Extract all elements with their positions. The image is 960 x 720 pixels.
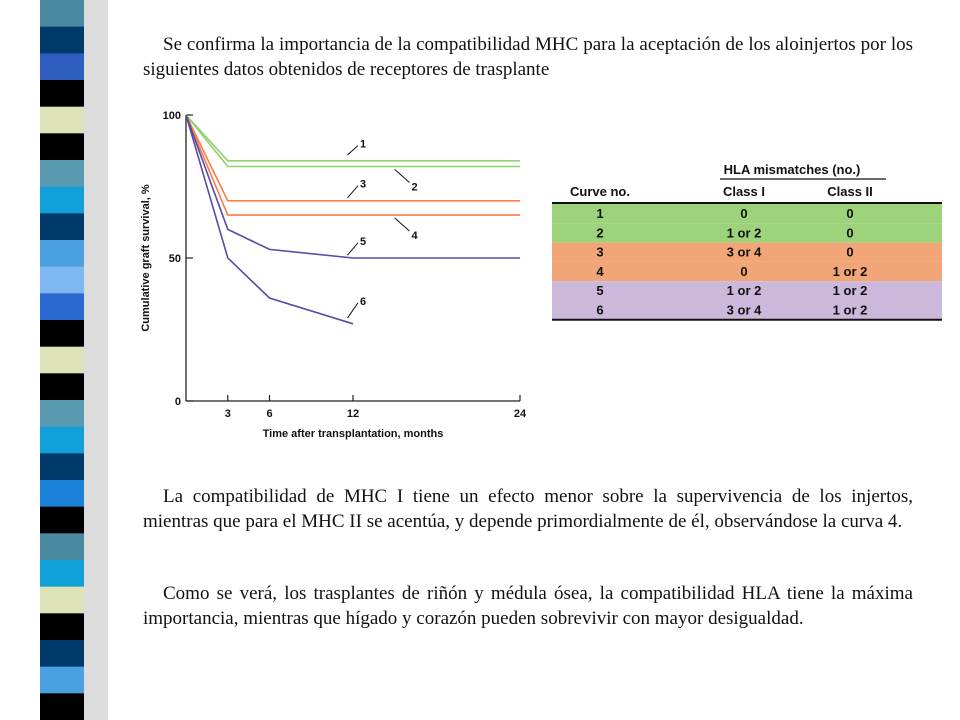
- y-tick-label: 0: [174, 396, 181, 408]
- table-cell-class1: 0: [740, 206, 748, 221]
- stripe-block: [40, 640, 84, 667]
- stripe-block: [40, 187, 84, 214]
- curve-label: 6: [359, 295, 367, 308]
- series-line-curve-2: [186, 115, 520, 167]
- table-cell-class1: 1 or 2: [726, 225, 762, 241]
- table-group-header: HLA mismatches (no.): [723, 162, 861, 177]
- paragraph-mhc-effect: La compatibilidad de MHC I tiene un efecto menor sobre la supervivencia de los injertos, mientras que para el MHC II se acentúa, y depende primordialmente de él, observándose la curva 4.: [143, 486, 913, 532]
- table-cell-class1: 3 or 4: [726, 302, 762, 318]
- series-line-curve-1: [186, 115, 520, 161]
- table-cell-class2: 1 or 2: [832, 263, 868, 279]
- curve-label-leader: [395, 169, 410, 182]
- stripe-block: [40, 347, 84, 374]
- stripe-block: [40, 667, 84, 694]
- curve-label: 1: [359, 138, 367, 151]
- y-tick-label: 100: [162, 110, 181, 122]
- stripe-block: [40, 480, 84, 507]
- x-tick-label: 6: [266, 408, 273, 420]
- table-cell-class2: 0: [846, 206, 854, 221]
- stripe-block: [40, 507, 84, 534]
- series-line-curve-5: [186, 115, 520, 258]
- stripe-block: [40, 133, 84, 160]
- stripe-block: [40, 240, 84, 267]
- stripe-block: [40, 533, 84, 560]
- stripe-block: [40, 0, 84, 27]
- stripe-block: [40, 693, 84, 720]
- curve-label-leader: [347, 146, 358, 155]
- table-cell-curve: 3: [596, 244, 604, 260]
- table-cell-curve: 5: [596, 283, 604, 299]
- decorative-stripe-bar: [0, 0, 108, 720]
- x-tick-label: 3: [224, 408, 231, 420]
- stripe-block: [40, 320, 84, 347]
- stripe-block: [40, 293, 84, 320]
- table-cell-class2: 0: [846, 244, 854, 260]
- stripe-block: [40, 453, 84, 480]
- stripe-block: [40, 560, 84, 587]
- table-col-class2: Class II: [827, 184, 873, 199]
- x-tick-label: 24: [513, 408, 527, 420]
- intro-paragraph: Se confirma la importancia de la compatibilidad MHC para la aceptación de los aloinjertos por los siguientes datos obtenidos de receptores de trasplante: [143, 34, 913, 80]
- table-cell-curve: 1: [596, 206, 604, 221]
- stripe-block: [40, 160, 84, 187]
- table-cell-class1: 3 or 4: [726, 244, 762, 260]
- stripe-block: [40, 53, 84, 80]
- table-cell-curve: 2: [596, 225, 604, 241]
- curve-label-leader: [395, 218, 410, 231]
- paragraph-organ-transplants: Como se verá, los trasplantes de riñón y médula ósea, la compatibilidad HLA tiene la máxima importancia, mientras que hígado y corazón pueden sobrevivir con mayor desigualdad.: [143, 583, 913, 629]
- curve-label-leader: [347, 243, 358, 255]
- table-cell-class2: 1 or 2: [832, 283, 868, 299]
- hla-mismatch-table: [552, 158, 944, 328]
- stripe-block: [40, 613, 84, 640]
- y-axis-label: Cumulative graft survival, %: [140, 184, 152, 332]
- graft-survival-chart: [136, 100, 536, 445]
- table-cell-class1: 1 or 2: [726, 283, 762, 299]
- curve-label-leader: [347, 303, 358, 318]
- x-axis-label: Time after transplantation, months: [262, 428, 444, 440]
- stripe-block: [40, 80, 84, 107]
- table-cell-curve: 4: [596, 263, 604, 279]
- curve-label-leader: [347, 186, 358, 198]
- curve-label: 5: [359, 235, 367, 248]
- curve-label: 2: [411, 181, 418, 194]
- series-line-curve-3: [186, 115, 520, 201]
- stripe-block: [40, 267, 84, 294]
- table-cell-class1: 0: [740, 263, 748, 279]
- y-tick-label: 50: [168, 253, 181, 265]
- curve-label: 4: [411, 230, 418, 243]
- stripe-block: [40, 27, 84, 54]
- table-cell-class2: 1 or 2: [832, 302, 868, 318]
- stripe-edge: [84, 0, 108, 720]
- table-col-class1: Class I: [723, 184, 765, 199]
- stripe-block: [40, 587, 84, 614]
- stripe-block: [40, 400, 84, 427]
- stripe-block: [40, 427, 84, 454]
- x-tick-label: 12: [346, 408, 360, 420]
- curve-label: 3: [359, 178, 367, 191]
- table-cell-class2: 0: [846, 225, 854, 241]
- stripe-block: [40, 107, 84, 134]
- table-cell-curve: 6: [596, 302, 604, 318]
- stripe-block: [40, 213, 84, 240]
- table-col-curve: Curve no.: [570, 184, 630, 199]
- stripe-block: [40, 373, 84, 400]
